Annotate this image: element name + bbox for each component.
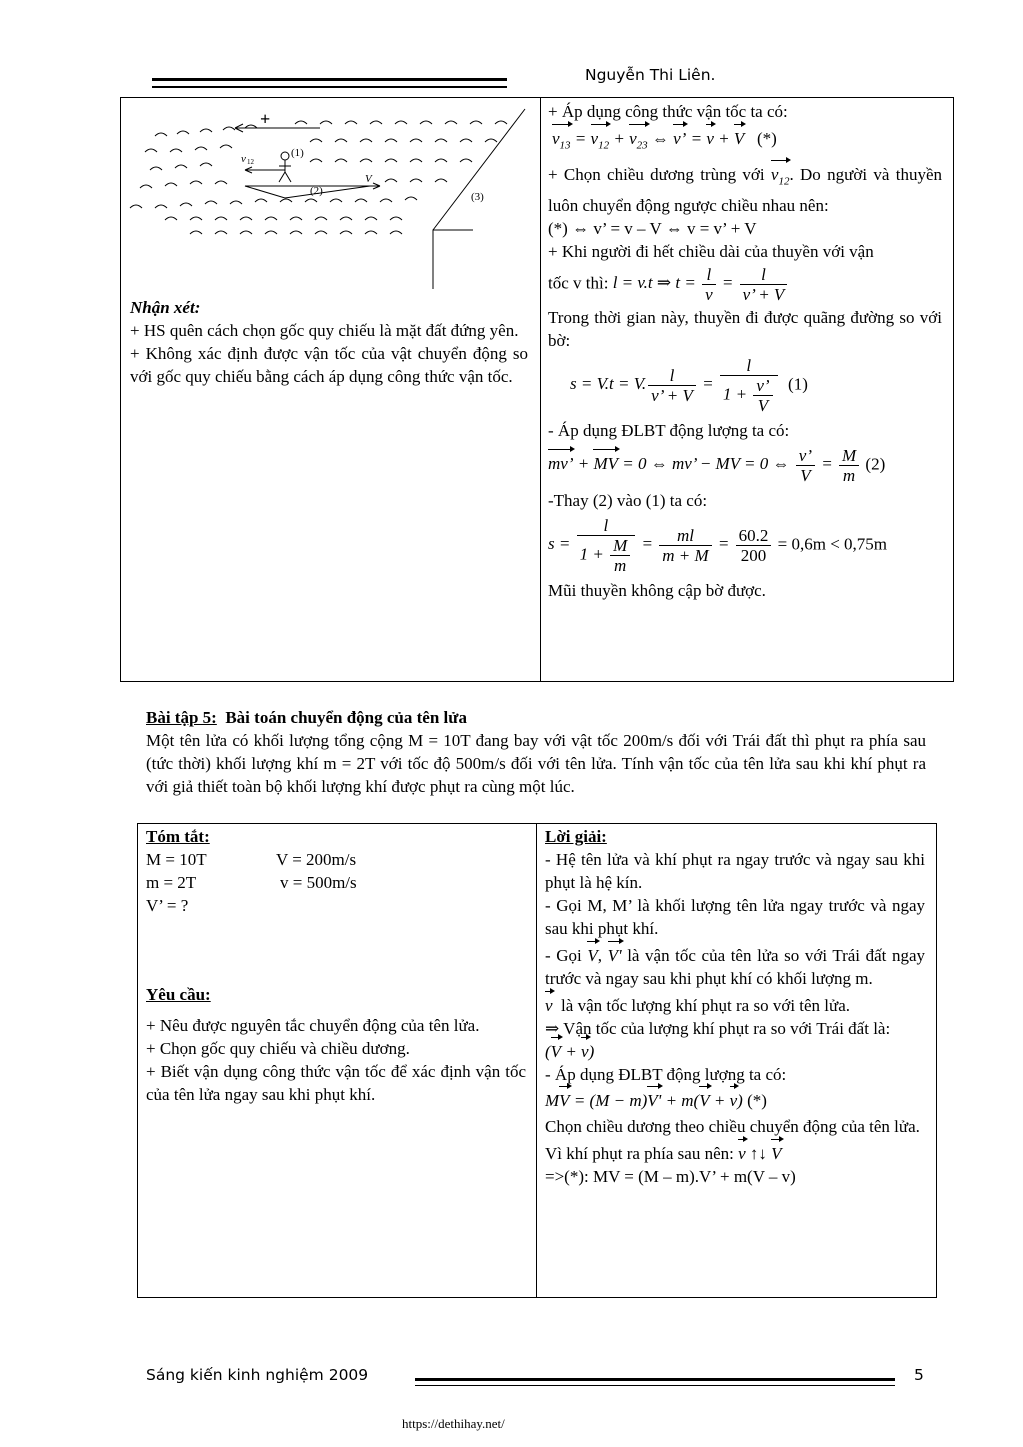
requirement-3: + Biết vận dụng công thức vận tốc để xác định vận tốc của tên lửa ngay sau khi phụt khí.: [146, 1062, 526, 1104]
exercise-text: Một tên lửa có khối lượng tổng cộng M = 10T đang bay với vật tốc 200m/s đối với Trái đất thì phụt ra phía sau (tức thời) khối lượng khí m = 2T với tốc độ 500m/s đối với tên lửa. Tính vận tốc của tên lửa sau khi khí phụt ra với giả thiết toàn bộ khối lượng khí được phụt ra cùng một lúc.: [146, 731, 926, 796]
diagram-plus: +: [260, 109, 271, 129]
r1-line4: + Khi người đi hết chiều dài của thuyền với vận: [548, 241, 874, 261]
right-cell-2: [545, 825, 925, 1188]
remark-2: + Không xác định được vận tốc của vật chuyển động so với gốc quy chiếu bằng cách áp dụng công thức vận tốc.: [130, 344, 528, 386]
requirements-title: Yêu cầu:: [146, 985, 211, 1004]
r1-line5: tốc v thì: l = v.t ⇒ t = $\frac{l}{v}$ = $\frac{l}{v’ + V}$: [548, 265, 942, 304]
diagram-label-2: (2): [310, 185, 323, 197]
diagram-label-1: (1): [291, 147, 304, 159]
eq-velocity: $v_{13} = v_{12} + v_{23}$ ⇔ v’ = v + V (*): [552, 127, 942, 157]
diagram-v12: v: [241, 153, 246, 165]
table-1-divider: [540, 97, 541, 681]
summary-row-3: V’ = ?: [146, 896, 189, 915]
r1-line2: + Chọn chiều dương trùng với $v_{12}$. Do người và thuyền luôn chuyển động ngược chiều nhau nên:: [548, 165, 942, 215]
summary-row-2: m = 2T v = 500m/s: [146, 873, 357, 892]
requirement-1: + Nêu được nguyên tắc chuyển động của tên lửa.: [146, 1016, 480, 1035]
diagram-V: V: [365, 173, 372, 185]
remark-title: Nhận xét:: [130, 298, 201, 317]
eq-result: s = l 1 + $\frac{M}{m}$ = $\frac{ml}{m + M}$ = $\frac{60.2}{200}$ = 0,6m < 0,75m: [548, 515, 888, 575]
boat-diagram: [125, 104, 535, 294]
solution-eq: MV = (M − m)V' + m(V + v) (*): [545, 1091, 767, 1110]
left-cell-2: [146, 825, 526, 1106]
header-rule: [152, 78, 507, 88]
summary-row-1: M = 10T V = 200m/s: [146, 850, 357, 869]
right-cell-1: [548, 100, 942, 602]
remark-1: + HS quên cách chọn gốc quy chiếu là mặt đất đứng yên.: [130, 321, 519, 340]
solution-p2: - Gọi M, M’ là khối lượng tên lửa ngay trước và ngay sau khi phụt khí.: [545, 896, 925, 938]
r1-line6: Trong thời gian này, thuyền đi được quãng đường so với bờ:: [548, 307, 942, 350]
footer-rule: [415, 1378, 895, 1386]
diagram-label-3: (3): [471, 191, 484, 203]
eq-momentum: mv’ + MV = 0 ⇔ mv’ − MV = 0 ⇔ $\frac{v’}{V}$ = $\frac{M}{m}$ (2): [548, 445, 886, 485]
solution-p5: ⇒ Vận tốc của lượng khí phụt ra so với Trái đất là:: [545, 1019, 891, 1038]
r1-line3: (*) ⇔ v’ = v – V ⇔ v = v’ + V: [548, 218, 757, 238]
solution-p6: - Áp dụng ĐLBT động lượng ta có:: [545, 1065, 787, 1084]
diagram-v12-sub: 12: [247, 158, 254, 166]
r1-line7: - Áp dụng ĐLBT động lượng ta có:: [548, 420, 790, 440]
requirement-2: + Chọn gốc quy chiếu và chiều dương.: [146, 1039, 410, 1058]
summary-title: Tóm tắt:: [146, 827, 210, 846]
eq-s: s = V.t = V. $\frac{l}{v’ + V}$ = l 1 + $\frac{v’}{V}$ (1): [570, 355, 808, 415]
exercise-5: [146, 706, 926, 798]
solution-p1: - Hệ tên lửa và khí phụt ra ngay trước và ngay sau khi phụt là hệ kín.: [545, 850, 925, 892]
r1-line1: + Áp dụng công thức vận tốc ta có:: [548, 102, 788, 121]
page-number: 5: [914, 1366, 924, 1384]
solution-p8: Vì khí phụt ra phía sau nên: v ↑↓ V: [545, 1144, 782, 1163]
solution-title: Lời giải:: [545, 827, 607, 846]
table-2-divider: [536, 823, 537, 1297]
r1-line8: -Thay (2) vào (1) ta có:: [548, 490, 708, 510]
solution-vsum: (V + v): [545, 1042, 595, 1061]
exercise-heading: Bài tập 5: Bài toán chuyển động của tên lửa: [146, 708, 467, 727]
solution-p9: =>(*): MV = (M – m).V’ + m(V – v): [545, 1167, 796, 1186]
header-author: Nguyễn Thi Liên.: [585, 66, 716, 84]
footer-text: Sáng kiến kinh nghiệm 2009: [146, 1366, 369, 1384]
left-cell-1: [130, 296, 528, 388]
solution-p4: v là vận tốc lượng khí phụt ra so với tên lửa.: [545, 996, 851, 1015]
solution-p3: - Gọi V, V' là vận tốc của tên lửa so với Trái đất ngay trước và ngay sau khi phụt khí có khối lượng m.: [545, 946, 926, 988]
r1-line9: Mũi thuyền không cập bờ được.: [548, 580, 766, 600]
footer-url[interactable]: https://dethihay.net/: [402, 1416, 505, 1431]
solution-p7: Chọn chiều dương theo chiều chuyển động của tên lửa.: [545, 1117, 920, 1136]
